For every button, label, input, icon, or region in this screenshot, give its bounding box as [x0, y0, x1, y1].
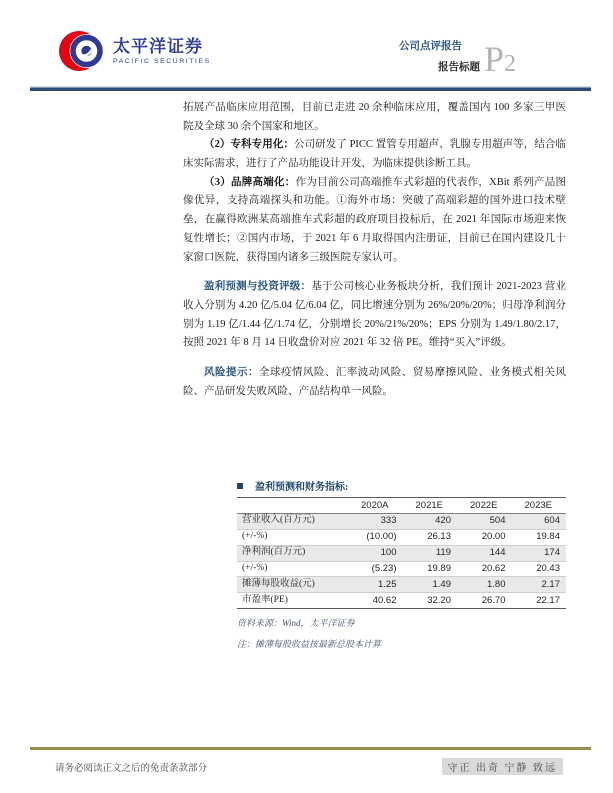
square-bullet-icon: [237, 483, 243, 489]
paragraph-lead: （3）品牌高端化：: [204, 176, 296, 188]
row-label-cell: (+/-%): [237, 529, 348, 545]
table-cell: 2.17: [512, 577, 567, 593]
body-paragraph: [183, 99, 566, 136]
table-cell: 333: [348, 513, 403, 529]
table-cell: 604: [512, 513, 567, 529]
row-label-cell: 市盈率(PE): [242, 594, 288, 605]
table-cell: 19.84: [512, 529, 567, 545]
table-cell: (10.00): [348, 529, 403, 545]
table-cell: 20.43: [512, 561, 567, 577]
paragraph-text: 作为目前公司高端推车式彩超的代表作，XBit 系列产品图像优异，支持高端探头和功能。①海外市场：突破了高端彩超的国外进口技术壁垒，在赢得欧洲某高端推车式彩超的政府项目投标后，在 2021 年国际市场迎来恢复性增长；②国内市场，于 2021 年 6 月取得国内注册证，目前已在国内建设几十家窗口医院，获得国内诸多三级医院专家认可。: [183, 176, 567, 263]
table-cell: 144: [457, 545, 512, 561]
body-paragraph: [183, 278, 566, 353]
table-cell: 420: [403, 513, 458, 529]
table-header-cell: 2021E: [403, 498, 458, 514]
paragraph-lead: （2）专科专用化：: [204, 139, 294, 151]
logo-mark-icon: [58, 27, 106, 75]
table-cell: 32.20: [427, 594, 451, 606]
table-cell: 19.89: [403, 561, 458, 577]
table-cell: 1.49: [403, 577, 458, 593]
row-label-cell: (+/-%): [237, 561, 348, 577]
logo-english-name: PACIFIC SECURITIES: [113, 57, 211, 65]
table-cell: 26.13: [403, 529, 458, 545]
paragraph-text: 全球疫情风险、汇率波动风险、贸易摩擦风险、业务模式相关风险、产品研发失败风险、产品结构单一风险。: [183, 366, 566, 397]
paragraph-text: 拓展产品临床应用范围，目前已走进 20 余种临床应用，覆盖国内 100 多家三甲医院及全球 30 余个国家和地区。: [183, 102, 566, 132]
table-header-cell: 2020A: [348, 498, 403, 514]
table-row: [237, 577, 566, 593]
table-row: [237, 545, 566, 561]
table-source-note: 注：摊薄每股收益按最新总股本计算: [237, 639, 382, 650]
row-label-cell: 营业收入(百万元): [237, 513, 348, 529]
table-cell: 119: [403, 545, 458, 561]
financial-table-section: [237, 478, 566, 658]
footer: [55, 758, 563, 775]
page-number: [484, 41, 516, 77]
page-number-letter: P: [484, 39, 505, 79]
paragraph-lead: 盈利预测与投资评级：: [204, 281, 312, 293]
row-label-cell: 摊薄每股收益(元): [237, 577, 348, 593]
report-type-label: 公司点评报告: [399, 41, 462, 52]
table-cell: 504: [457, 513, 512, 529]
table-source-note: 资料来源：Wind，太平洋证券: [237, 618, 355, 629]
page-number-digit: 2: [504, 51, 517, 77]
body-paragraph: [183, 364, 566, 401]
header-divider-rule: [30, 86, 591, 91]
paragraph-text: 基于公司核心业务板块分析，我们预计 2021-2023 营业收入分别为 4.20 亿/5.04 亿/6.04 亿，同比增速分别为 26%/20%/20%；归母净利润分别为 1.19 亿/1.44 亿/1.74 亿，分别增长 20%/21%/20%；EPS 分别为 1.49/1.80/2.17，按照 2021 年 8 月 14 日收盘价对应 2021 年 32 倍 PE。维持“买入”评级。: [183, 281, 566, 349]
footer-divider-rule: [30, 747, 591, 750]
table-cell: 40.62: [372, 594, 397, 606]
financial-table: [237, 497, 566, 609]
table-cell: (5.23): [348, 561, 403, 577]
table-cell: 20.00: [457, 529, 512, 545]
row-label-cell: 净利润(百万元): [237, 545, 348, 561]
paragraph-lead: 风险提示：: [204, 366, 259, 378]
table-header-cell: 2023E: [512, 498, 567, 514]
table-cell: 1.25: [348, 577, 403, 593]
table-header-row: [237, 498, 566, 514]
table-cell: 22.17: [536, 594, 560, 606]
paragraph-text: 公司研发了 PICC 置管专用超声、乳腺专用超声等，结合临床实际需求，进行了产品功能设计开发，为临床提供诊断工具。: [183, 139, 567, 170]
body-paragraph: [183, 174, 566, 267]
table-title: [237, 478, 566, 493]
table-cell: 26.70: [481, 594, 506, 606]
report-title-label: 报告标题: [438, 62, 480, 73]
table-cell: 1.80: [457, 577, 512, 593]
pacific-securities-logo: [58, 27, 211, 75]
table-cell: 100: [348, 545, 403, 561]
footer-disclaimer: 请务必阅读正文之后的免责条款部分: [55, 763, 208, 774]
table-cell: 174: [512, 545, 567, 561]
report-body: [183, 99, 566, 401]
table-row: [237, 513, 566, 529]
table-row: [237, 593, 566, 609]
logo-chinese-name: 太平洋证券: [113, 36, 203, 56]
table-row: [237, 561, 566, 577]
table-header-cell: 2022E: [457, 498, 512, 514]
footer-motto: 守正 出奇 宁静 致远: [442, 758, 564, 775]
table-header-cell: [237, 498, 348, 514]
table-notes: [237, 616, 566, 650]
table-cell: 20.62: [457, 561, 512, 577]
table-title-text: 盈利预测和财务指标:: [255, 482, 349, 493]
table-row: [237, 529, 566, 545]
body-paragraph: [183, 136, 566, 173]
